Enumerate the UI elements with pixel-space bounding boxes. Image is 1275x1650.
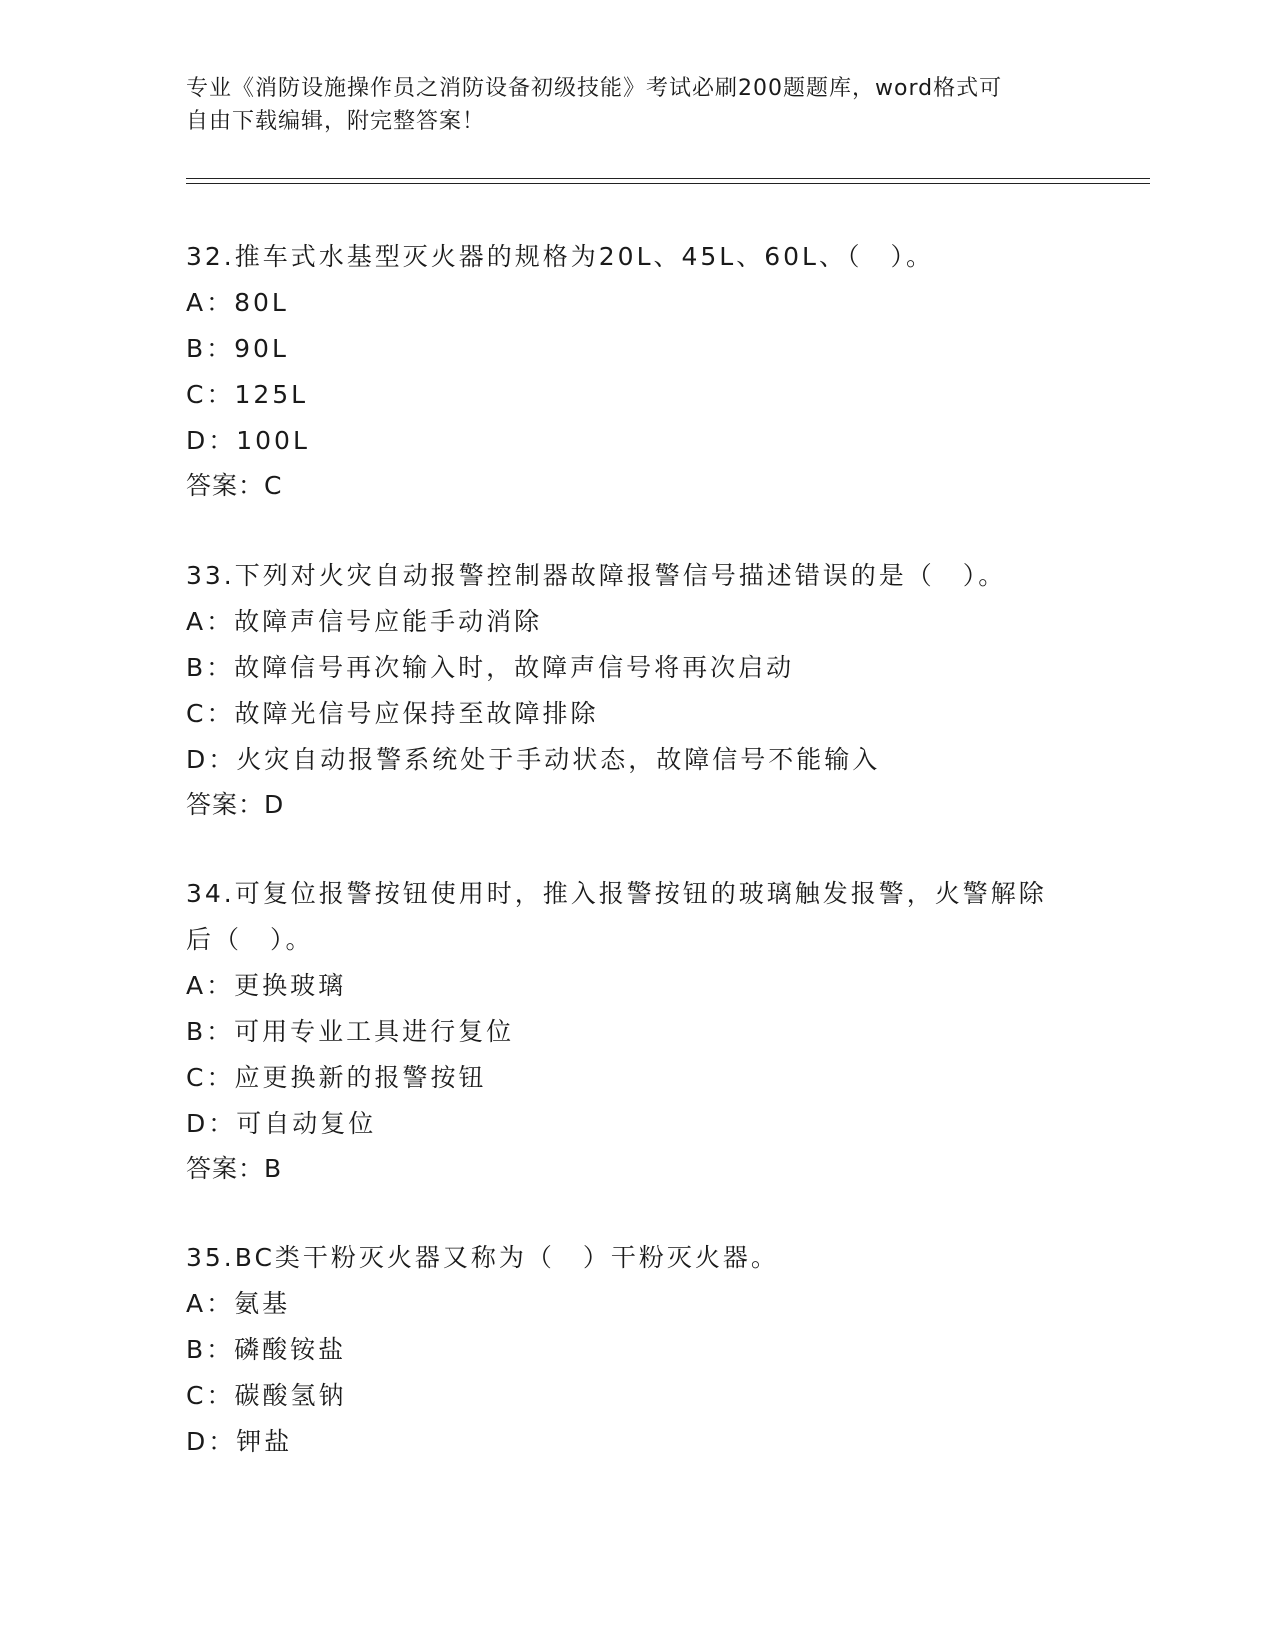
answer-text: 答案：D (186, 790, 285, 819)
option-a: A：氨基 (186, 1289, 291, 1318)
header-line-2: 自由下载编辑，附完整答案！ (186, 109, 486, 134)
question-stem: 32.推车式水基型灭火器的规格为20L、45L、60L、（ ）。 (186, 242, 934, 271)
option-c: C：故障光信号应保持至故障排除 (186, 699, 599, 728)
option-a: A：更换玻璃 (186, 971, 347, 1000)
option-d: D：100L (186, 426, 310, 455)
option-b: B：故障信号再次输入时，故障声信号将再次启动 (186, 653, 795, 682)
question-33 (186, 553, 1086, 827)
option-d: D：钾盐 (186, 1427, 293, 1456)
option-d: D：火灾自动报警系统处于手动状态，故障信号不能输入 (186, 745, 881, 774)
question-stem: 33.下列对火灾自动报警控制器故障报警信号描述错误的是（ ）。 (186, 561, 1007, 590)
question-34 (186, 871, 1086, 1191)
question-stem: 35.BC类干粉灭火器又称为（ ）干粉灭火器。 (186, 1243, 779, 1272)
document-header (186, 72, 1066, 138)
option-c: C：应更换新的报警按钮 (186, 1063, 487, 1092)
option-a: A：故障声信号应能手动消除 (186, 607, 543, 636)
option-b: B：磷酸铵盐 (186, 1335, 347, 1364)
header-divider-top (186, 178, 1150, 179)
question-35 (186, 1235, 1086, 1465)
question-32 (186, 234, 1086, 508)
option-c: C：125L (186, 380, 309, 409)
option-a: A：80L (186, 288, 289, 317)
answer-text: 答案：C (186, 471, 283, 500)
header-divider-bottom (186, 183, 1150, 184)
option-c: C：碳酸氢钠 (186, 1381, 347, 1410)
header-line-1: 专业《消防设施操作员之消防设备初级技能》考试必刷200题题库，word格式可 (186, 76, 1003, 101)
answer-text: 答案：B (186, 1154, 283, 1183)
question-stem-line-2: 后（ ）。 (186, 925, 314, 954)
question-stem-line-1: 34.可复位报警按钮使用时，推入报警按钮的玻璃触发报警，火警解除 (186, 879, 1047, 908)
option-b: B：可用专业工具进行复位 (186, 1017, 515, 1046)
option-d: D：可自动复位 (186, 1109, 377, 1138)
option-b: B：90L (186, 334, 289, 363)
